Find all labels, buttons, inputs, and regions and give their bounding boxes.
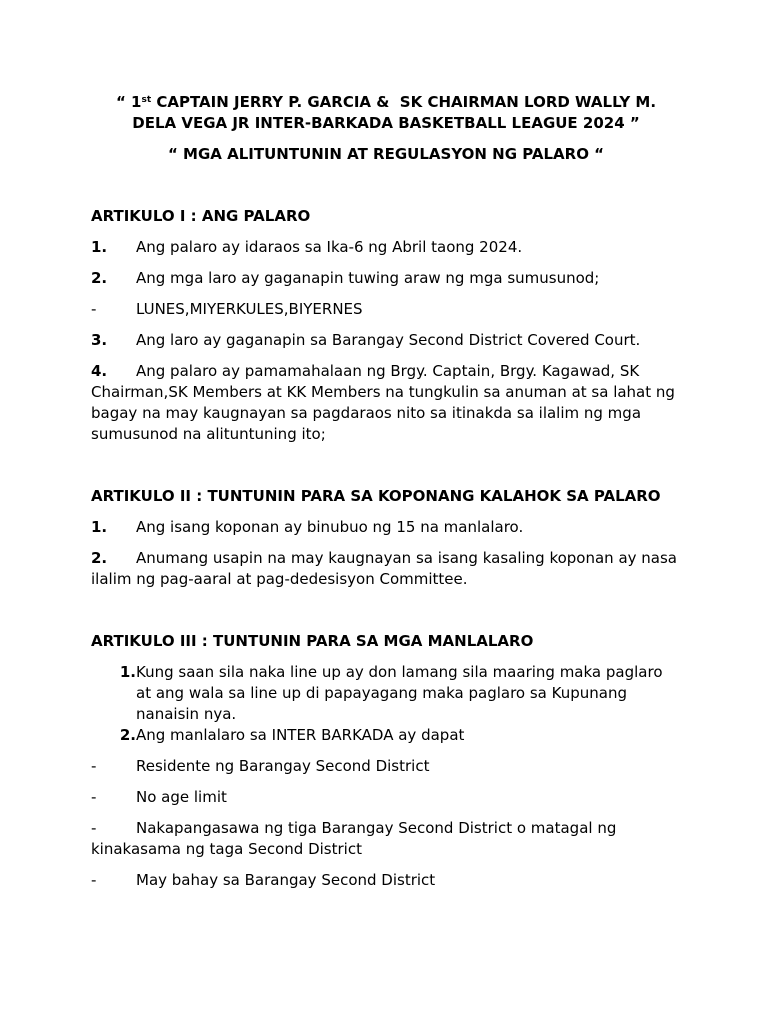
article-2-heading: ARTIKULO II : TUNTUNIN PARA SA KOPONANG KALAHOK SA PALARO — [91, 487, 661, 505]
document-title — [91, 92, 681, 134]
item-dash: - — [91, 757, 97, 775]
item-text: Ang laro ay gaganapin sa Barangay Second District Covered Court. — [136, 331, 641, 349]
item-dash: - — [91, 788, 97, 806]
title-line-2: DELA VEGA JR INTER-BARKADA BASKETBALL LEAGUE 2024 ” — [132, 114, 640, 132]
article-3-bullet — [91, 818, 681, 860]
article-1-item-1 — [91, 237, 681, 258]
article-3-ordered-list — [91, 662, 681, 746]
item-text: May bahay sa Barangay Second District — [136, 871, 436, 889]
item-dash: - — [91, 300, 97, 318]
item-text: No age limit — [136, 788, 227, 806]
article-2-item-2 — [91, 548, 681, 590]
title-superscript: st — [141, 95, 152, 105]
item-text: Ang mga laro ay gaganapin tuwing araw ng mga sumusunod; — [136, 269, 600, 287]
title-quote: “ 1 — [115, 93, 142, 111]
list-item — [91, 725, 681, 746]
article-1-item-3 — [91, 330, 681, 351]
item-number: 2. — [91, 269, 108, 287]
item-number: 1. — [119, 663, 136, 681]
article-3-heading: ARTIKULO III : TUNTUNIN PARA SA MGA MANLALARO — [91, 632, 534, 650]
item-text: Ang isang koponan ay binubuo ng 15 na manlalaro. — [136, 518, 524, 536]
item-text: Ang palaro ay idaraos sa Ika-6 ng Abril taong 2024. — [136, 238, 523, 256]
item-text: Kung saan sila naka line up ay don lamang sila maaring maka paglaro at ang wala sa line up di papayagang maka paglaro sa Kupunang nanaisin nya. — [136, 663, 663, 723]
item-number: 1. — [91, 238, 108, 256]
item-dash: - — [91, 871, 97, 889]
item-text: Ang palaro ay pamamahalaan ng Brgy. Captain, Brgy. Kagawad, SK Chairman,SK Members at KK Members na tungkulin sa anuman at sa lahat ng bagay na may kaugnayan sa pagdaraos nito sa itinakda sa ilalim ng mga sumusunod na alituntuning ito; — [91, 362, 675, 443]
item-text: Anumang usapin na may kaugnayan sa isang kasaling koponan ay nasa ilalim ng pag-aaral at pag-dedesisyon Committee. — [91, 549, 677, 588]
item-text: Nakapangasawa ng tiga Barangay Second District o matagal ng kinakasama ng taga Second District — [91, 819, 617, 858]
list-item — [91, 662, 681, 725]
article-1-item-2 — [91, 268, 681, 289]
item-text: LUNES,MIYERKULES,BIYERNES — [136, 300, 363, 318]
article-3-bullet — [91, 787, 681, 808]
item-number: 2. — [91, 549, 108, 567]
article-3-bullet — [91, 870, 681, 891]
title-line-1 — [91, 92, 681, 113]
title-line-1-text: CAPTAIN JERRY P. GARCIA & SK CHAIRMAN LORD WALLY M. — [151, 93, 657, 111]
document-page — [91, 92, 681, 891]
item-text: Ang manlalaro sa INTER BARKADA ay dapat — [136, 726, 465, 744]
article-1-heading: ARTIKULO I : ANG PALARO — [91, 207, 311, 225]
item-number: 1. — [91, 518, 108, 536]
article-1-item-4 — [91, 361, 681, 445]
item-number: 3. — [91, 331, 108, 349]
article-2-item-1 — [91, 517, 681, 538]
item-number: 4. — [91, 362, 108, 380]
item-text: Residente ng Barangay Second District — [136, 757, 430, 775]
article-3-bullet — [91, 756, 681, 777]
document-subtitle: “ MGA ALITUNTUNIN AT REGULASYON NG PALARO “ — [167, 145, 605, 163]
article-1-bullet — [91, 299, 681, 320]
item-dash: - — [91, 819, 97, 837]
item-number: 2. — [119, 726, 136, 744]
